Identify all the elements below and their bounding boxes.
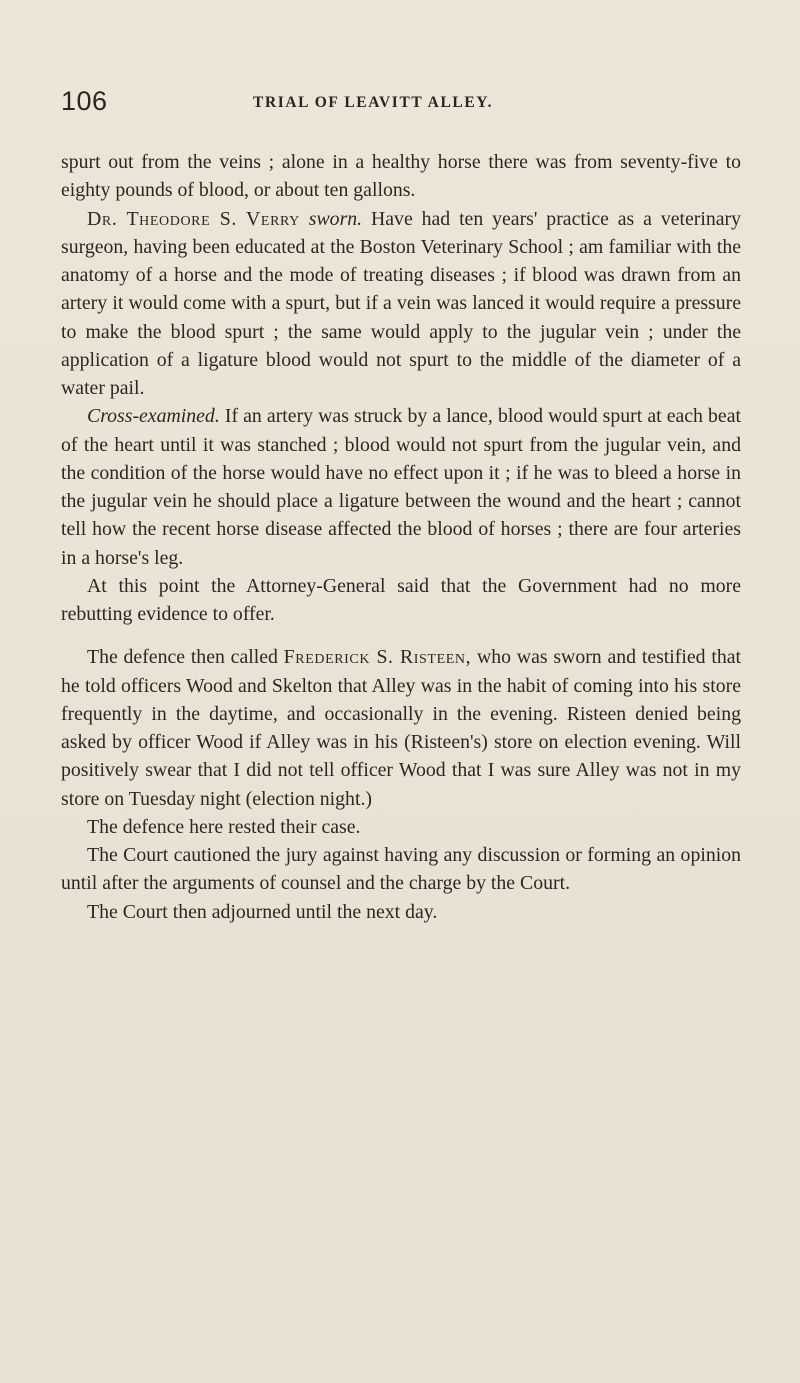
paragraph-5-lead: The defence then called bbox=[87, 646, 284, 669]
paragraph-1-text: spurt out from the veins ; alone in a healthy horse there was from seventy-five to eighty pounds of blood, or about ten gallons. bbox=[61, 151, 741, 202]
sworn-label: sworn. bbox=[308, 207, 363, 230]
paragraph-8-text: The Court then adjourned until the next day. bbox=[87, 900, 438, 923]
page-header bbox=[61, 86, 741, 126]
paragraph-5 bbox=[61, 643, 741, 813]
paragraph-2 bbox=[61, 205, 741, 403]
paragraph-1 bbox=[61, 148, 741, 205]
paragraph-2-text: Have had ten years' practice as a veterinary surgeon, having been educated at the Boston Veterinary School ; am familiar with the anatomy of a horse and the mode of treating diseases ; if blood was drawn from an artery it would come with a spurt, but if a vein was lanced it would require a pressure to make the blood spurt ; the same would apply to the jugular vein ; under the application of a ligature blood would not spurt to the middle of the diameter of a water pail. bbox=[61, 207, 741, 399]
paragraph-3-text: If an artery was struck by a lance, blood would spurt at each beat of the heart until it was stanched ; blood would not spurt from the jugular vein, and the condition of the horse would have no effect upon it ; if he was to bleed a horse in the jugular vein he should place a ligature between the wound and the heart ; cannot tell how the recent horse disease affected the blood of horses ; there are four arteries in a horse's leg. bbox=[61, 405, 741, 569]
paragraph-7 bbox=[61, 841, 741, 898]
witness-name-risteen: Frederick S. Risteen, bbox=[283, 646, 472, 669]
running-head: TRIAL OF LEAVITT ALLEY. bbox=[253, 94, 494, 111]
paragraph-3 bbox=[61, 402, 741, 572]
paragraph-7-text: The Court cautioned the jury against having any discussion or forming an opinion until after the arguments of counsel and the charge by the Court. bbox=[61, 844, 741, 895]
paragraph-5-text: who was sworn and testified that he told officers Wood and Skelton that Alley was in the habit of coming into his store frequently in the daytime, and occasionally in the evening. Risteen denied being asked by officer Wood if Alley was in his (Risteen's) store on election evening. Will positively swear that I did not tell officer Wood that I was sure Alley was not in my store on Tuesday night (election night.) bbox=[61, 646, 741, 810]
cross-examined-label: Cross-examined. bbox=[87, 405, 220, 428]
page-number: 106 bbox=[61, 86, 108, 116]
paragraph-6 bbox=[61, 813, 741, 841]
witness-name-verry: Dr. Theodore S. Verry bbox=[87, 207, 300, 230]
paragraph-4 bbox=[61, 572, 741, 629]
paragraph-6-text: The defence here rested their case. bbox=[87, 815, 361, 838]
paragraph-4-text: At this point the Attorney-General said that the Government had no more rebutting evidence to offer. bbox=[61, 574, 741, 625]
paragraph-8 bbox=[61, 898, 741, 926]
body-text bbox=[61, 148, 741, 926]
